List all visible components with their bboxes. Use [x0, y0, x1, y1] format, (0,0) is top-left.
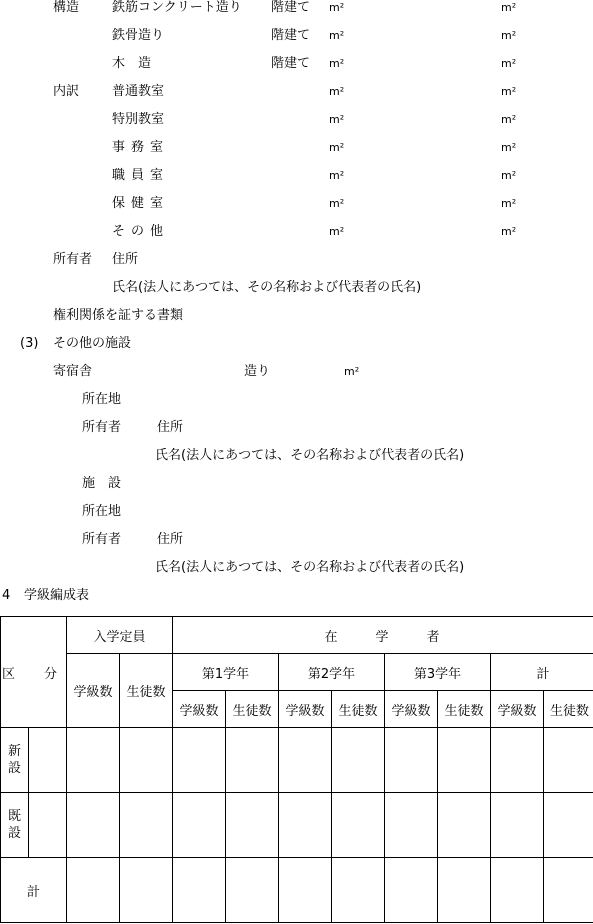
cell-empty — [544, 728, 593, 793]
cell-empty — [120, 728, 173, 793]
structure-unit2-wood: m² — [501, 57, 517, 70]
cell-empty — [491, 793, 544, 858]
structure-label: 構造 — [53, 0, 80, 15]
cell-empty — [438, 728, 491, 793]
breakdown-unit2: m² — [501, 113, 517, 126]
section-3-heading: その他の施設 — [53, 336, 132, 351]
rights-document-label: 権利関係を証する書類 — [53, 308, 184, 323]
table-row-new — [1, 728, 593, 793]
section-4-number: 4 — [2, 588, 11, 603]
breakdown-unit2: m² — [501, 169, 517, 182]
cell-empty — [226, 858, 279, 923]
breakdown-label: 内訳 — [53, 84, 80, 99]
cell-empty — [29, 793, 67, 858]
row-label-total: 計 — [1, 858, 67, 923]
owner-label: 所有者 — [53, 252, 93, 267]
structure-unit2-rc: m² — [501, 1, 517, 14]
owner-name-label: 氏名(法人にあつては、その名称および代表者の氏名) — [112, 280, 422, 295]
breakdown-unit2: m² — [501, 225, 517, 238]
cell-empty — [29, 728, 67, 793]
cell-empty — [385, 793, 438, 858]
breakdown-unit1: m² — [329, 197, 345, 210]
grade3-header: 第3学年 — [385, 654, 491, 691]
breakdown-unit2: m² — [501, 141, 517, 154]
breakdown-room: その他 — [112, 224, 170, 239]
cell-empty — [67, 858, 120, 923]
structure-unit1-wood: m² — [329, 57, 345, 70]
grade2-classes-header: 学級数 — [279, 691, 332, 728]
cell-empty — [120, 858, 173, 923]
dormitory-owner-address-label: 住所 — [157, 420, 184, 435]
structure-unit1-rc: m² — [329, 1, 345, 14]
cell-empty — [491, 858, 544, 923]
grade3-classes-header: 学級数 — [385, 691, 438, 728]
structure-unit2-steel: m² — [501, 29, 517, 42]
dormitory-build-label: 造り — [244, 364, 271, 379]
dormitory-owner-name-label: 氏名(法人にあつては、その名称および代表者の氏名) — [155, 448, 465, 463]
cell-empty — [279, 793, 332, 858]
cell-empty — [438, 858, 491, 923]
cell-empty — [67, 793, 120, 858]
structure-type-steel: 鉄骨造り — [112, 28, 165, 43]
breakdown-room: 事務室 — [112, 140, 170, 155]
table-row-existing — [1, 793, 593, 858]
total-students-header: 生徒数 — [544, 691, 593, 728]
breakdown-unit1: m² — [329, 225, 345, 238]
breakdown-unit2: m² — [501, 85, 517, 98]
grade1-students-header: 生徒数 — [226, 691, 279, 728]
breakdown-unit1: m² — [329, 113, 345, 126]
facility-location-label: 所在地 — [82, 504, 122, 519]
breakdown-unit1: m² — [329, 141, 345, 154]
total-classes-header: 学級数 — [491, 691, 544, 728]
cell-empty — [226, 728, 279, 793]
section-4-title: 学級編成表 — [24, 588, 90, 603]
grade1-classes-header: 学級数 — [173, 691, 226, 728]
structure-type-wood: 木 造 — [112, 56, 152, 71]
grade2-header: 第2学年 — [279, 654, 385, 691]
cell-empty — [491, 728, 544, 793]
cell-empty — [385, 858, 438, 923]
structure-unit1-steel: m² — [329, 29, 345, 42]
kubun-header: 区 分 — [1, 617, 67, 728]
breakdown-unit1: m² — [329, 85, 345, 98]
dormitory-owner-label: 所有者 — [82, 420, 122, 435]
cell-empty — [385, 728, 438, 793]
class-organization-table — [0, 616, 593, 923]
dormitory-location-label: 所在地 — [82, 392, 122, 407]
capacity-header: 入学定員 — [67, 617, 173, 654]
structure-floors-steel: 階建て — [271, 28, 311, 43]
facility-owner-name-label: 氏名(法人にあつては、その名称および代表者の氏名) — [155, 560, 465, 575]
cell-empty — [332, 793, 385, 858]
cell-empty — [67, 728, 120, 793]
dormitory-label: 寄宿舎 — [53, 364, 93, 379]
cell-empty — [279, 858, 332, 923]
cell-empty — [332, 728, 385, 793]
facility-label: 施 設 — [82, 476, 122, 491]
grade2-students-header: 生徒数 — [332, 691, 385, 728]
breakdown-unit1: m² — [329, 169, 345, 182]
facility-owner-address-label: 住所 — [157, 532, 184, 547]
facility-owner-label: 所有者 — [82, 532, 122, 547]
structure-floors-wood: 階建て — [271, 56, 311, 71]
structure-type-rc: 鉄筋コンクリート造り — [112, 0, 242, 15]
breakdown-room: 特別教室 — [112, 112, 165, 127]
structure-floors-rc: 階建て — [271, 0, 311, 15]
cell-empty — [332, 858, 385, 923]
section-3-number: (3) — [20, 336, 39, 351]
cell-empty — [173, 858, 226, 923]
breakdown-room: 普通教室 — [112, 84, 165, 99]
cell-empty — [120, 793, 173, 858]
total-header: 計 — [491, 654, 593, 691]
cell-empty — [226, 793, 279, 858]
breakdown-unit2: m² — [501, 197, 517, 210]
owner-address-label: 住所 — [112, 252, 139, 267]
cell-empty — [173, 728, 226, 793]
row-label-new: 新設 — [1, 728, 29, 793]
cell-empty — [438, 793, 491, 858]
breakdown-room: 保健室 — [112, 196, 170, 211]
capacity-students-header: 生徒数 — [120, 654, 173, 728]
capacity-classes-header: 学級数 — [67, 654, 120, 728]
cell-empty — [544, 793, 593, 858]
grade1-header: 第1学年 — [173, 654, 279, 691]
cell-empty — [544, 858, 593, 923]
row-label-existing: 既設 — [1, 793, 29, 858]
cell-empty — [173, 793, 226, 858]
table-row-total — [1, 858, 593, 923]
breakdown-room: 職員室 — [112, 168, 170, 183]
dormitory-area-unit: m² — [344, 365, 360, 378]
enrolled-header: 在 学 者 — [173, 617, 593, 654]
grade3-students-header: 生徒数 — [438, 691, 491, 728]
cell-empty — [279, 728, 332, 793]
